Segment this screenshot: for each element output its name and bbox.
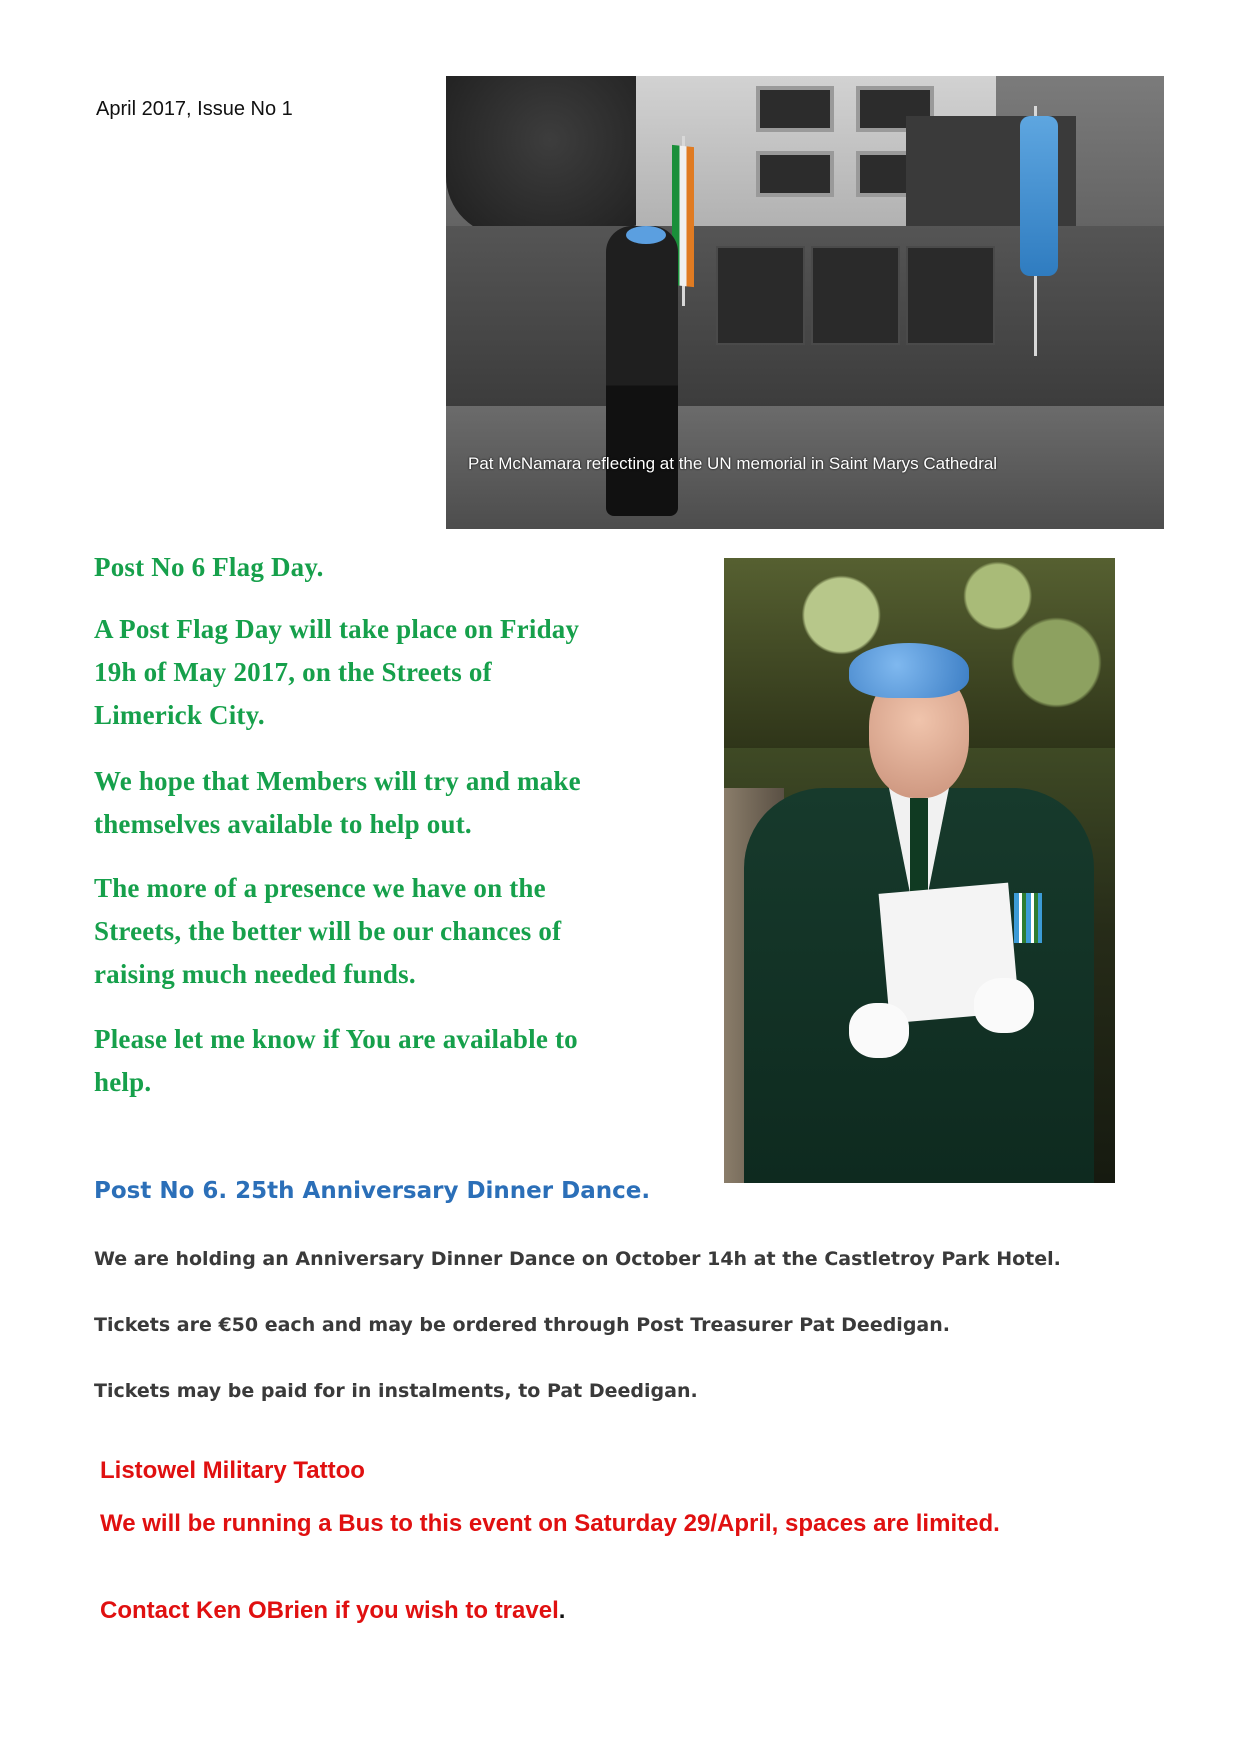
issue-line: April 2017, Issue No 1 — [96, 98, 293, 120]
un-flag-shape — [1020, 116, 1058, 276]
dinner-dance-paragraph: Tickets may be paid for in instalments, to Pat Deedigan. — [94, 1380, 698, 1402]
memorial-plaque — [906, 246, 995, 345]
medals-shape — [1014, 893, 1042, 943]
window-shape — [756, 86, 834, 132]
glove-shape — [849, 1003, 909, 1058]
flag-day-paragraph: The more of a presence we have on the Streets, the better will be our chances of raising much needed funds. — [94, 873, 562, 989]
window-shape — [756, 151, 834, 197]
portrait-photo — [724, 558, 1115, 1183]
memorial-plaque — [716, 246, 805, 345]
photo-caption: Pat McNamara reflecting at the UN memorial in Saint Marys Cathedral — [468, 454, 998, 473]
blue-beret-shape — [626, 226, 666, 244]
flag-day-paragraph: We hope that Members will try and make themselves available to help out. — [94, 766, 581, 839]
dinner-dance-paragraph: We are holding an Anniversary Dinner Dance on October 14h at the Castletroy Park Hotel. — [94, 1248, 1061, 1270]
tattoo-contact-paragraph — [100, 1594, 1100, 1627]
tattoo-contact-text: Contact Ken OBrien if you wish to travel — [100, 1597, 559, 1624]
tattoo-paragraph: We will be running a Bus to this event on Saturday 29/April, spaces are limited. — [100, 1510, 1000, 1537]
flag-day-title: Post No 6 Flag Day. — [94, 552, 324, 582]
dinner-dance-title: Post No 6. 25th Anniversary Dinner Dance. — [94, 1178, 651, 1204]
dinner-dance-paragraph: Tickets are €50 each and may be ordered through Post Treasurer Pat Deedigan. — [94, 1314, 950, 1336]
memorial-plaque — [811, 246, 900, 345]
blue-beret-shape — [849, 643, 969, 698]
memorial-photo — [446, 76, 1164, 529]
flag-day-paragraph: Please let me know if You are available to help. — [94, 1024, 578, 1097]
tattoo-contact-period: . — [558, 1597, 566, 1624]
flag-day-paragraph: A Post Flag Day will take place on Friday 19h of May 2017, on the Streets of Limerick City. — [94, 614, 580, 730]
tattoo-title: Listowel Military Tattoo — [100, 1457, 365, 1484]
glove-shape — [974, 978, 1034, 1033]
